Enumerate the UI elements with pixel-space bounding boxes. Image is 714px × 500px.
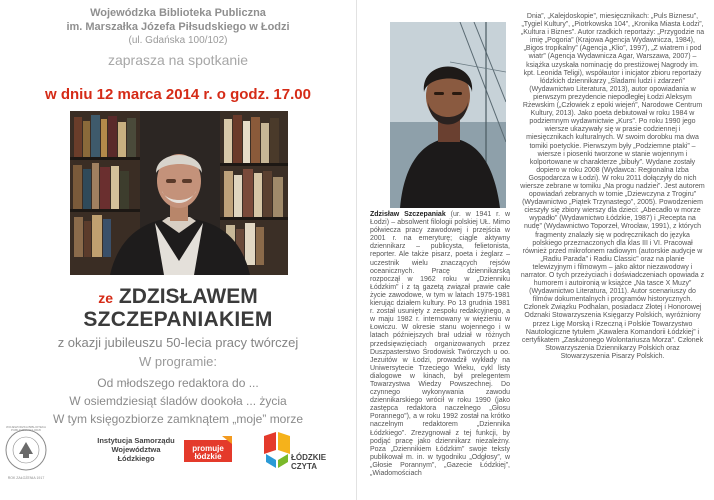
guest-last-name: SZCZEPANIAKIEM	[83, 308, 273, 331]
institution-text: Instytucja Samorządu Województwa Łódzkiego	[97, 436, 175, 463]
program-label: W programie:	[138, 354, 218, 369]
program-item: W tym księgozbiorze zamknątem „moje” morze	[52, 412, 304, 426]
event-date: w dniu 12 marca 2014 r. o godz. 17.00	[45, 86, 311, 103]
portrait-photo	[70, 111, 288, 275]
library-address: (ul. Gdańska 100/102)	[128, 35, 228, 46]
library-name-line2: im. Marszałka Józefa Piłsudskiego w Łodzi	[66, 21, 290, 33]
promo-lodzkie-text: promuje łódzkie	[192, 444, 224, 461]
sailing-photo-image	[390, 22, 506, 208]
invitation-panel	[0, 0, 356, 500]
bio-name: Zdzisław Szczepaniak	[370, 211, 446, 218]
program-item: Od młodszego redaktora do ...	[97, 376, 259, 390]
czyta-line1: ŁÓDZKIE	[291, 453, 327, 462]
czyta-line2: CZYTA	[291, 462, 318, 471]
library-founded-text: ROK ZAŁOŻENIA 1917	[7, 476, 45, 480]
bio-text-right: Dnia”, „Kalejdoskopie”, miesięcznikach: „Puls Biznesu”, „Tygiel Kultury”, „Piotrkowska 104”, „Kronika Miasta Łodzi”, „Kultura i Biznes”. Autor rzadkich reportaży: „Przygodzie na imię „Pogoria” (Krajowa Agencja Wydawnicza, 1984), „Bigos tropikalny” (Agencja „Klio”, 1997), „Z wiatrem i pod wiatr” (Agencja Wydawnicza Agar, Warszawa, 2007) – książka uzyskała nominację do prestiżowej Nagrody im. kpt. Leonida Teligi), współautor i inicjator zbioru reportaży łódzkich dziennikarzy „Śladami ludzi i zdarzeń” (Wydawnictwo Literatura, 2013), autor opowiadania w pierwszym prezydencie niepodległej Łodzi Aleksym Rżewskim („Człowiek z epoki wiejeń”, Narodowe Centrum Kultury, 2013). Jako poeta debiutował w roku 1984 w podziemnym wydawnictwie „Kurs”. Po roku 1990 jego wiersze ukazywały się w prasie codziennej i miesięcznikach kulturalnych. W swoim dorobku ma dwa tomiki poetyckie. Pierwszym były „Podziemne ptaki” – wiersze i piosenki tworzone w stanie wojennym i kolportowane w charakterze „bibuły”. Wydane zostały dopiero w roku 2008 (Wydawca: Regionalna Izba Gospodarcza w Łodzi). W roku 2011 dołączyły do nich wiersze zebrane w tomiku „Na progu nadziei”. Jest autorem opowiadań zebranych w tomie „Dziewczyna z Trogiru” (Wydawnictwo „Piątek Trzynastego”, 2005). Powodzeniem cieszyły się zbiory wierszy dla dzieci: „Abecadło w morze wypadło” (Wydawnictwo Łódzkie, 1987) i „Recepta na nudę” (Wydawnictwo Toporzeł, Wrocław, 1991), z których fragmenty znalazły się w podręcznikach do języka polskiego przeznaczonych dla klas III i VI. Pracował również przed mikrofonem radiowym (autorskie audycje w „Radiu Parada” i Radiu Classic” oraz na planie telewizyjnym i filmowym – jako aktor niezawodowy i narrator. O tych przeżyciach i doświadczeniach opowiada z humorem i autoironią w książce „Na tasce X Muzy” (Wydawnictwo Literatura, 2011). Autor scenariuszy do filmów dokumentalnych i programów historycznych. Członek Związku Podhalan, posiadacz Złotej i Honorowej Odznaki Stowarzyszenia Księgarzy Polskich, wyróżniony przez Ligę Morską i Rzeczną i Polskie Towarzystwo Nautologiczne tytułem „Kawalera Komandorii Łódzkiej” i certyfikatem „Zasłużonego Wolontariusza Morza”. Członek Stowarzyszenia Dziennikarzy Polskich oraz Stowarzyszenia Pisarzy Polskich.	[520, 13, 705, 360]
library-seal-text: WOJEWÓDZKA BIBLIOTEKA PUBLICZNA W ŁODZI	[5, 426, 46, 432]
lodzkie-czyta-text	[291, 453, 326, 471]
guest-prefix: ze	[98, 290, 114, 306]
library-name-line1: Wojewódzka Biblioteka Publiczna	[90, 7, 266, 19]
promo-lodzkie-logo	[184, 436, 232, 466]
book-icon	[262, 430, 292, 470]
guest-first-line	[0, 285, 356, 309]
guest-first-name: ZDZISŁAWEM	[118, 285, 258, 308]
bio-left-body: (ur. w 1941 r. w Łodzi) – absolwent filologii polskiej UŁ. Mimo półwiecza pracy zawodowej i przejścia w 2001 r. na emeryturę; ciągle aktywny dziennikarz – publicysta, felietonista, reporter. Ale także pisarz, poeta i żeglarz – uczestnik wielu znaczących rejsów oceanicznych. Pracę dziennikarską rozpoczął w 1962 roku w „Dzienniku Łódzkim” i z tą gazetą związał prawie całe życie zawodowe, w tym w latach 1975-1981 kierując działem kultury. Po 13 grudnia 1981 r. został usunięty z zespołu redakcyjnego, a w maju 1982 r. internowany w więzieniu w Łowiczu. W okresie stanu wojennego i w latach późniejszych brał udział w różnych przedsięwzięciach organizowanych przez Duszpasterstwo Środowisk Twórczych u oo. Jezuitów w Łodzi, prowadził wykłady na Uniwersytecie Trzeciego Wieku, cykl listy dialogowe w kinach, był prelegentem Towarzystwa Wiedzy Powszechnej. Do czynnego wykonywania zawodu dziennikarskiego wrócił w roku 1990 (jako zastępca redaktora naczelnego „Głosu Porannego”), a w roku 1992 został na krótko naczelnym redaktorem „Dziennika Łódzkiego”. Zrezygnował z tej funkcji, by podjąć pracę jako dziennikarz niezależny. Poza „Dziennikiem Łódzkim” swoje teksty publikował m. in. w tygodniku „Odgłosy”, w „Głosie Porannym”, „Gazecie Łódzkiej”, „Wiadomościach	[370, 211, 511, 477]
invite-text: zaprasza na spotkanie	[107, 52, 249, 68]
bio-text-left	[370, 211, 510, 478]
sailing-photo	[390, 22, 506, 208]
fold-line	[356, 0, 357, 500]
program-item: W osiemdziesiąt śladów dookoła ... życia	[69, 394, 287, 408]
library-logo	[2, 424, 50, 488]
occasion-text: z okazji jubileuszu 50-lecia pracy twórczej	[57, 335, 299, 350]
portrait-photo-image	[70, 111, 288, 275]
